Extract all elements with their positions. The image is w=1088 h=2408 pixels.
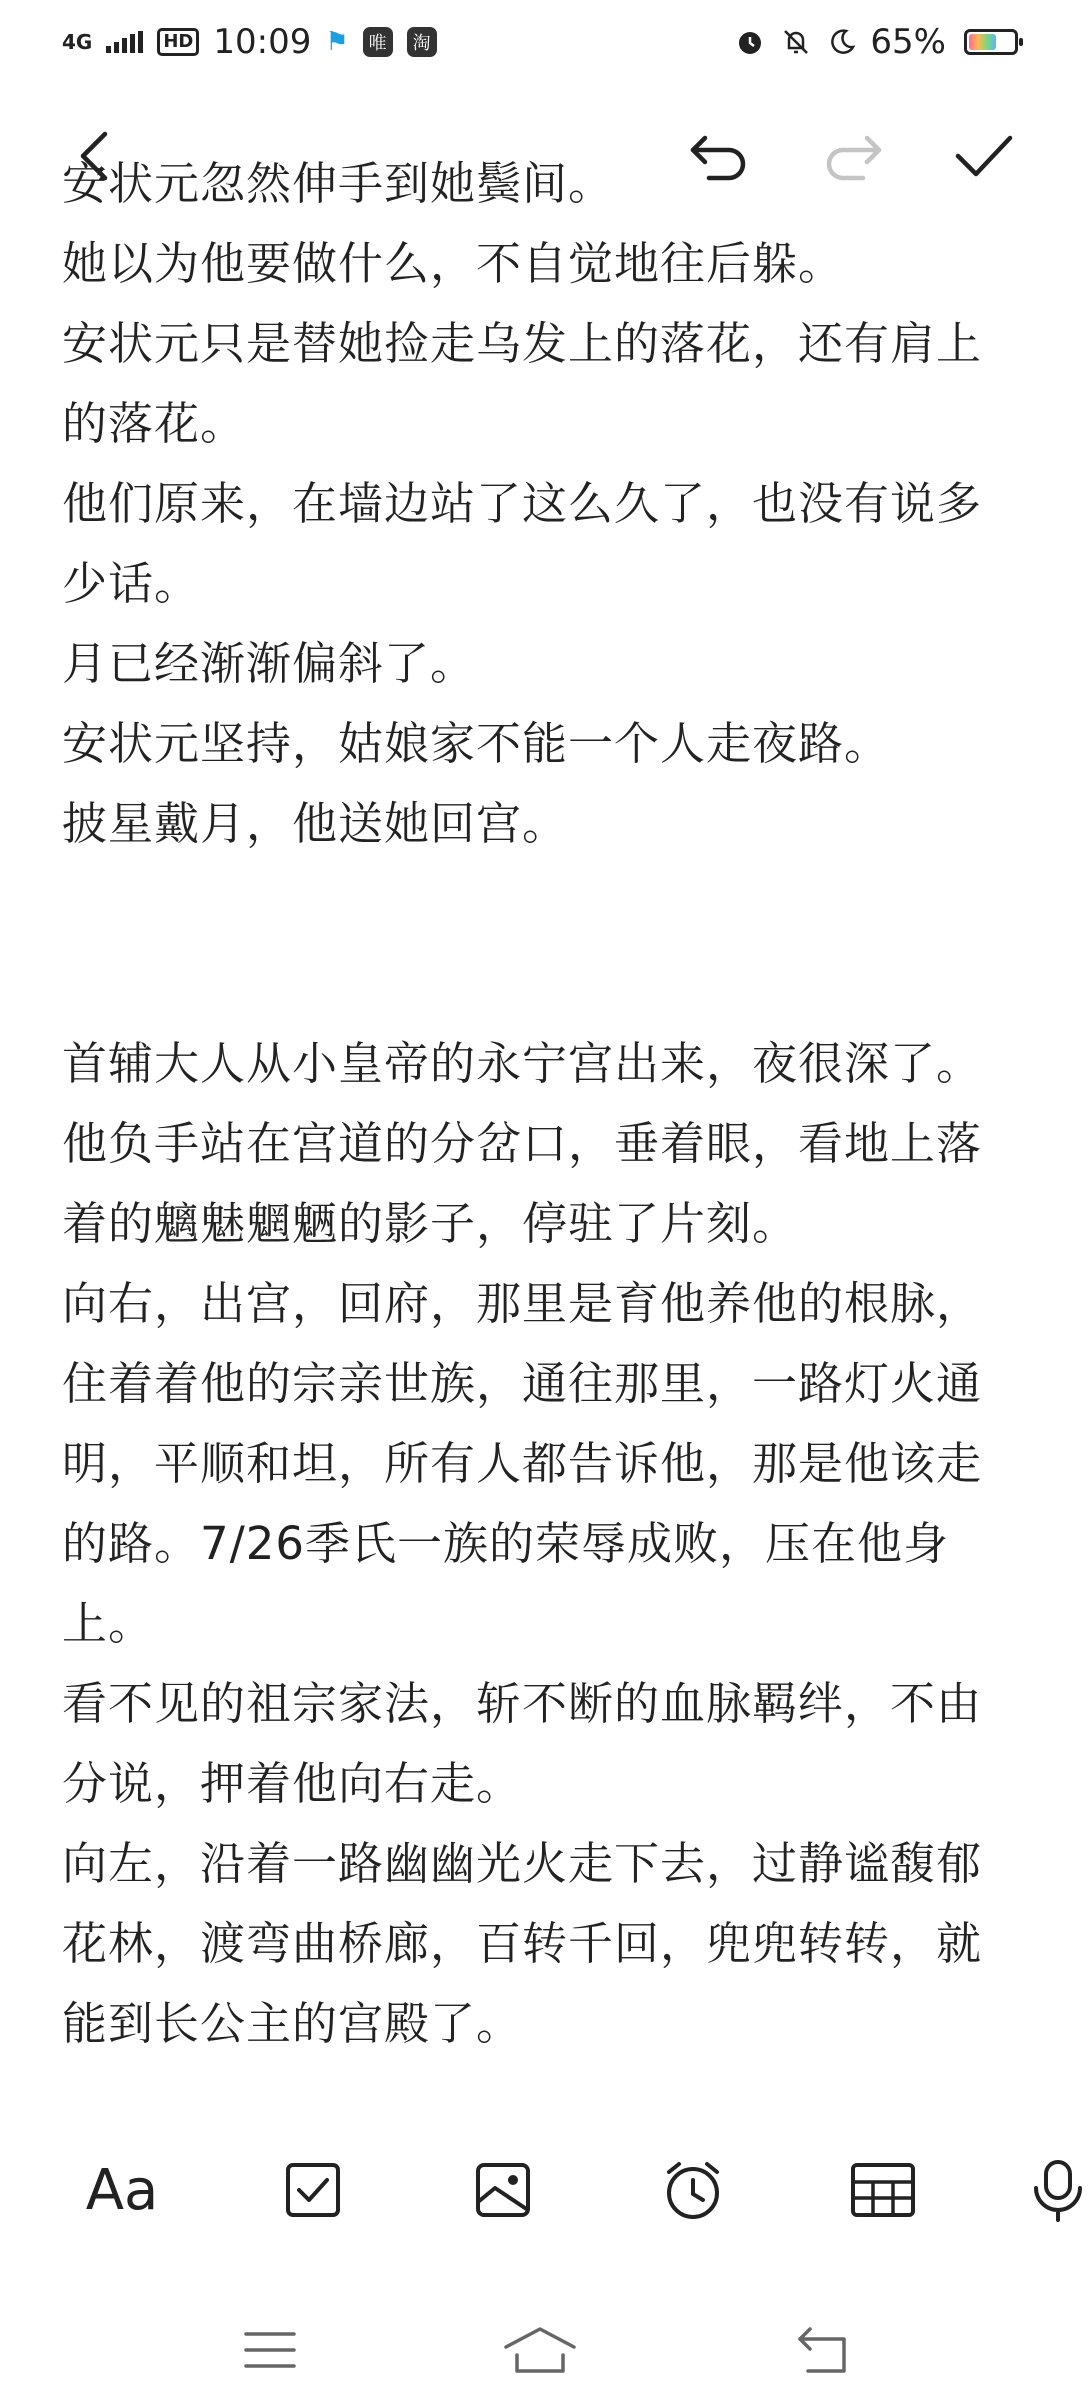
microphone-icon bbox=[1028, 2158, 1088, 2222]
paragraph-list bbox=[62, 144, 1022, 2064]
home-icon bbox=[503, 2325, 577, 2375]
paragraph: 向右，出宫，回府，那里是育他养他的根脉，住着着他的宗亲世族，通往那里，一路灯火通明，平顺和坦，所有人都告诉他，那是他该走的路。7/26季氏一族的荣辱成败，压在他身上。 bbox=[62, 1277, 983, 1650]
menu-button[interactable] bbox=[220, 2310, 320, 2390]
blank-lines bbox=[62, 864, 1022, 1024]
network-type: 4G bbox=[62, 30, 93, 54]
home-button[interactable] bbox=[490, 2310, 590, 2390]
reminder-button[interactable] bbox=[648, 2145, 738, 2235]
battery-percent: 65% bbox=[870, 22, 946, 62]
image-icon bbox=[473, 2160, 533, 2220]
paragraph: 他负手站在宫道的分岔口，垂着眼，看地上落着的魑魅魍魉的影子，停驻了片刻。 bbox=[62, 1117, 983, 1250]
voice-button[interactable] bbox=[1028, 2145, 1080, 2235]
flag-icon: ⚑ bbox=[325, 27, 349, 57]
paragraph: 安状元只是替她捡走乌发上的落花，还有肩上的落花。 bbox=[62, 317, 983, 450]
menu-icon bbox=[243, 2328, 297, 2372]
back-nav-button[interactable] bbox=[772, 2310, 872, 2390]
moon-icon bbox=[826, 27, 856, 57]
battery-fill bbox=[969, 34, 996, 50]
checkbox-icon bbox=[283, 2160, 343, 2220]
app-notification-icon: 淘 bbox=[407, 27, 437, 57]
paragraph: 安状元坚持，姑娘家不能一个人走夜路。 bbox=[62, 717, 891, 770]
image-button[interactable] bbox=[458, 2145, 548, 2235]
note-body[interactable] bbox=[62, 157, 1022, 2095]
table-button[interactable] bbox=[838, 2145, 928, 2235]
signal-icon bbox=[106, 31, 143, 53]
paragraph: 安状元忽然伸手到她鬓间。 bbox=[62, 157, 615, 210]
status-right bbox=[734, 22, 1018, 62]
font-button[interactable] bbox=[77, 2145, 167, 2235]
font-icon: Aa bbox=[85, 2157, 159, 2223]
mute-icon bbox=[780, 26, 812, 58]
paragraph: 月已经渐渐偏斜了。 bbox=[62, 637, 477, 690]
paragraph: 向左，沿着一路幽幽光火走下去，过静谧馥郁花林，渡弯曲桥廊，百转千回，兜兜转转，就能到长公主的宫殿了。 bbox=[62, 1837, 983, 2050]
table-icon bbox=[850, 2162, 916, 2218]
checklist-button[interactable] bbox=[268, 2145, 358, 2235]
paragraph: 她以为他要做什么，不自觉地往后躲。 bbox=[62, 237, 845, 290]
paragraph: 他们原来，在墙边站了这么久了，也没有说多少话。 bbox=[62, 477, 983, 610]
back-nav-icon bbox=[794, 2325, 850, 2375]
hd-badge: HD bbox=[157, 28, 199, 56]
battery-icon bbox=[964, 29, 1018, 55]
app-notification-icon: 唯 bbox=[363, 27, 393, 57]
content-fade bbox=[0, 2060, 1080, 2100]
status-left bbox=[62, 22, 437, 62]
paragraph: 披星戴月，他送她回宫。 bbox=[62, 797, 569, 850]
format-toolbar bbox=[0, 2095, 1080, 2275]
clock: 10:09 bbox=[213, 22, 312, 62]
alarm-icon bbox=[734, 26, 766, 58]
alarm-clock-icon bbox=[661, 2158, 725, 2222]
status-bar bbox=[0, 0, 1080, 84]
system-nav-bar bbox=[0, 2290, 1080, 2408]
paragraph: 看不见的祖宗家法，斩不断的血脉羁绊，不由分说，押着他向右走。 bbox=[62, 1677, 983, 1810]
paragraph: 首辅大人从小皇帝的永宁宫出来，夜很深了。 bbox=[62, 1037, 983, 1090]
